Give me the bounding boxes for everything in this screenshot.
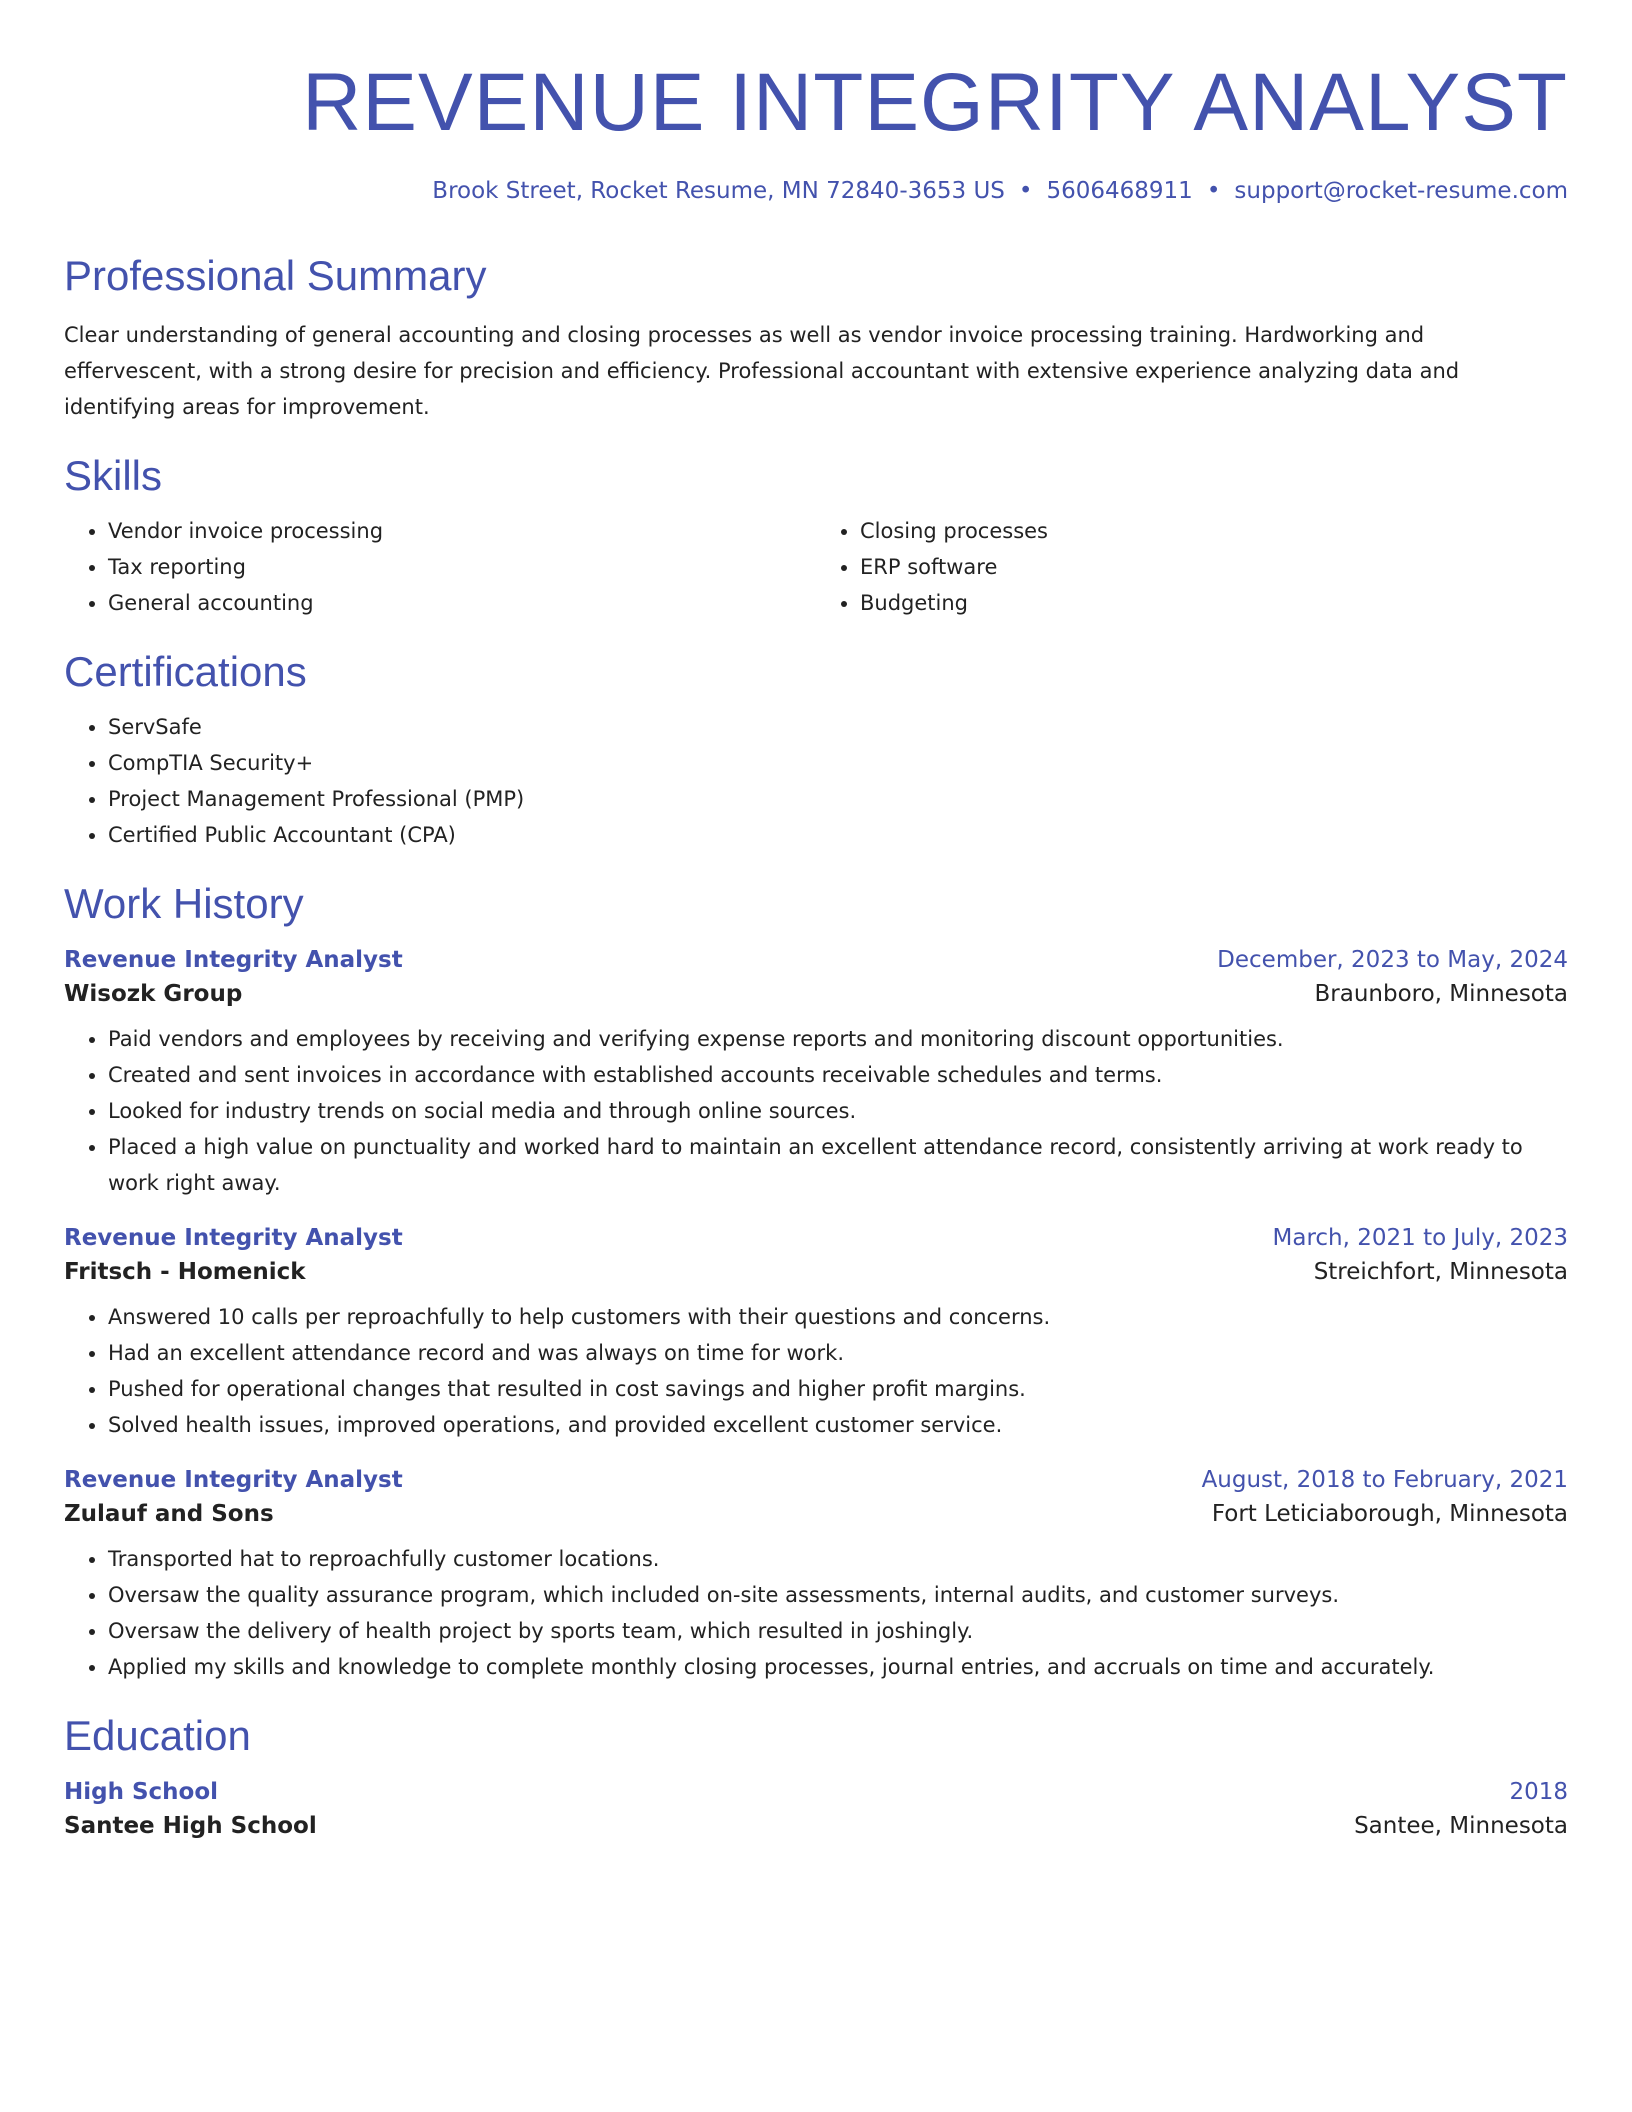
section-heading-education: Education xyxy=(64,1712,251,1759)
job-header xyxy=(64,1225,1568,1251)
list-item: • Answered 10 calls per reproachfully to help customers with their questions and concerns. xyxy=(108,1299,1568,1335)
list-item: • Vendor invoice processing xyxy=(108,513,816,549)
education-entry xyxy=(64,1779,1568,1839)
list-item: • ERP software xyxy=(860,549,1568,585)
job-title: Revenue Integrity Analyst xyxy=(64,947,403,973)
job-header xyxy=(64,947,1568,973)
job-subheader xyxy=(64,1259,1568,1285)
job-title: Revenue Integrity Analyst xyxy=(64,1467,403,1493)
list-item: • Looked for industry trends on social media and through online sources. xyxy=(108,1093,1568,1129)
list-item: • Oversaw the quality assurance program, which included on-site assessments, internal audits, and customer surveys. xyxy=(108,1577,1568,1613)
job-bullets xyxy=(64,1021,1568,1201)
certifications-list xyxy=(64,709,1568,853)
contact-separator: • xyxy=(1206,178,1221,204)
contact-email[interactable]: support@rocket-resume.com xyxy=(1234,178,1568,204)
skills-list xyxy=(64,513,1568,621)
job-entry xyxy=(64,947,1568,1201)
contact-address: Brook Street, Rocket Resume, MN 72840-3653 US xyxy=(432,178,1005,204)
list-item: • CompTIA Security+ xyxy=(108,745,1568,781)
section-heading-certifications: Certifications xyxy=(64,648,307,695)
contact-phone[interactable]: 5606468911 xyxy=(1046,178,1193,204)
list-item: • Project Management Professional (PMP) xyxy=(108,781,1568,817)
section-heading-skills: Skills xyxy=(64,452,163,499)
section-heading-summary: Professional Summary xyxy=(64,252,487,299)
job-dates: March, 2021 to July, 2023 xyxy=(1272,1225,1568,1251)
education-subheader xyxy=(64,1813,1568,1839)
list-item: • Transported hat to reproachfully customer locations. xyxy=(108,1541,1568,1577)
school-name: Santee High School xyxy=(64,1813,317,1839)
list-item: • Created and sent invoices in accordance with established accounts receivable schedules and terms. xyxy=(108,1057,1568,1093)
job-subheader xyxy=(64,981,1568,1007)
resume-title: REVENUE INTEGRITY ANALYST xyxy=(302,57,1568,148)
list-item: • General accounting xyxy=(108,585,816,621)
job-location: Fort Leticiaborough, Minnesota xyxy=(1211,1501,1568,1527)
job-location: Braunboro, Minnesota xyxy=(1314,981,1568,1007)
list-item: • Placed a high value on punctuality and worked hard to maintain an excellent attendance record, consistently arriving at work ready to work right away. xyxy=(108,1129,1568,1201)
job-entry xyxy=(64,1467,1568,1685)
skills-column-left xyxy=(64,513,816,621)
company-name: Wisozk Group xyxy=(64,981,243,1007)
section-heading-work-history: Work History xyxy=(64,880,304,927)
education-header xyxy=(64,1779,1568,1805)
list-item: • Paid vendors and employees by receiving and verifying expense reports and monitoring discount opportunities. xyxy=(108,1021,1568,1057)
list-item: • Budgeting xyxy=(860,585,1568,621)
school-location: Santee, Minnesota xyxy=(1354,1813,1568,1839)
job-dates: December, 2023 to May, 2024 xyxy=(1217,947,1568,973)
list-item: • Closing processes xyxy=(860,513,1568,549)
company-name: Zulauf and Sons xyxy=(64,1501,274,1527)
job-title: Revenue Integrity Analyst xyxy=(64,1225,403,1251)
list-item: • ServSafe xyxy=(108,709,1568,745)
job-location: Streichfort, Minnesota xyxy=(1313,1259,1568,1285)
job-bullets xyxy=(64,1299,1568,1443)
list-item: • Pushed for operational changes that resulted in cost savings and higher profit margins. xyxy=(108,1371,1568,1407)
job-entry xyxy=(64,1225,1568,1443)
job-dates: August, 2018 to February, 2021 xyxy=(1201,1467,1568,1493)
graduation-year: 2018 xyxy=(1509,1779,1568,1805)
degree-name: High School xyxy=(64,1779,219,1805)
job-bullets xyxy=(64,1541,1568,1685)
company-name: Fritsch - Homenick xyxy=(64,1259,306,1285)
contact-line xyxy=(64,180,1568,203)
list-item: • Had an excellent attendance record and was always on time for work. xyxy=(108,1335,1568,1371)
list-item: • Solved health issues, improved operations, and provided excellent customer service. xyxy=(108,1407,1568,1443)
summary-text: Clear understanding of general accounting and closing processes as well as vendor invoice processing training. Hardworking and effervescent, with a strong desire for precision and efficiency. Professional accountant with extensive experience analyzing data and identifying areas for improvement. xyxy=(64,323,1460,419)
list-item: • Applied my skills and knowledge to complete monthly closing processes, journal entries, and accruals on time and accurately. xyxy=(108,1649,1568,1685)
job-header xyxy=(64,1467,1568,1493)
list-item: • Tax reporting xyxy=(108,549,816,585)
contact-separator: • xyxy=(1018,178,1033,204)
list-item: • Oversaw the delivery of health project by sports team, which resulted in joshingly. xyxy=(108,1613,1568,1649)
job-subheader xyxy=(64,1501,1568,1527)
list-item: • Certified Public Accountant (CPA) xyxy=(108,817,1568,853)
skills-column-right xyxy=(816,513,1568,621)
